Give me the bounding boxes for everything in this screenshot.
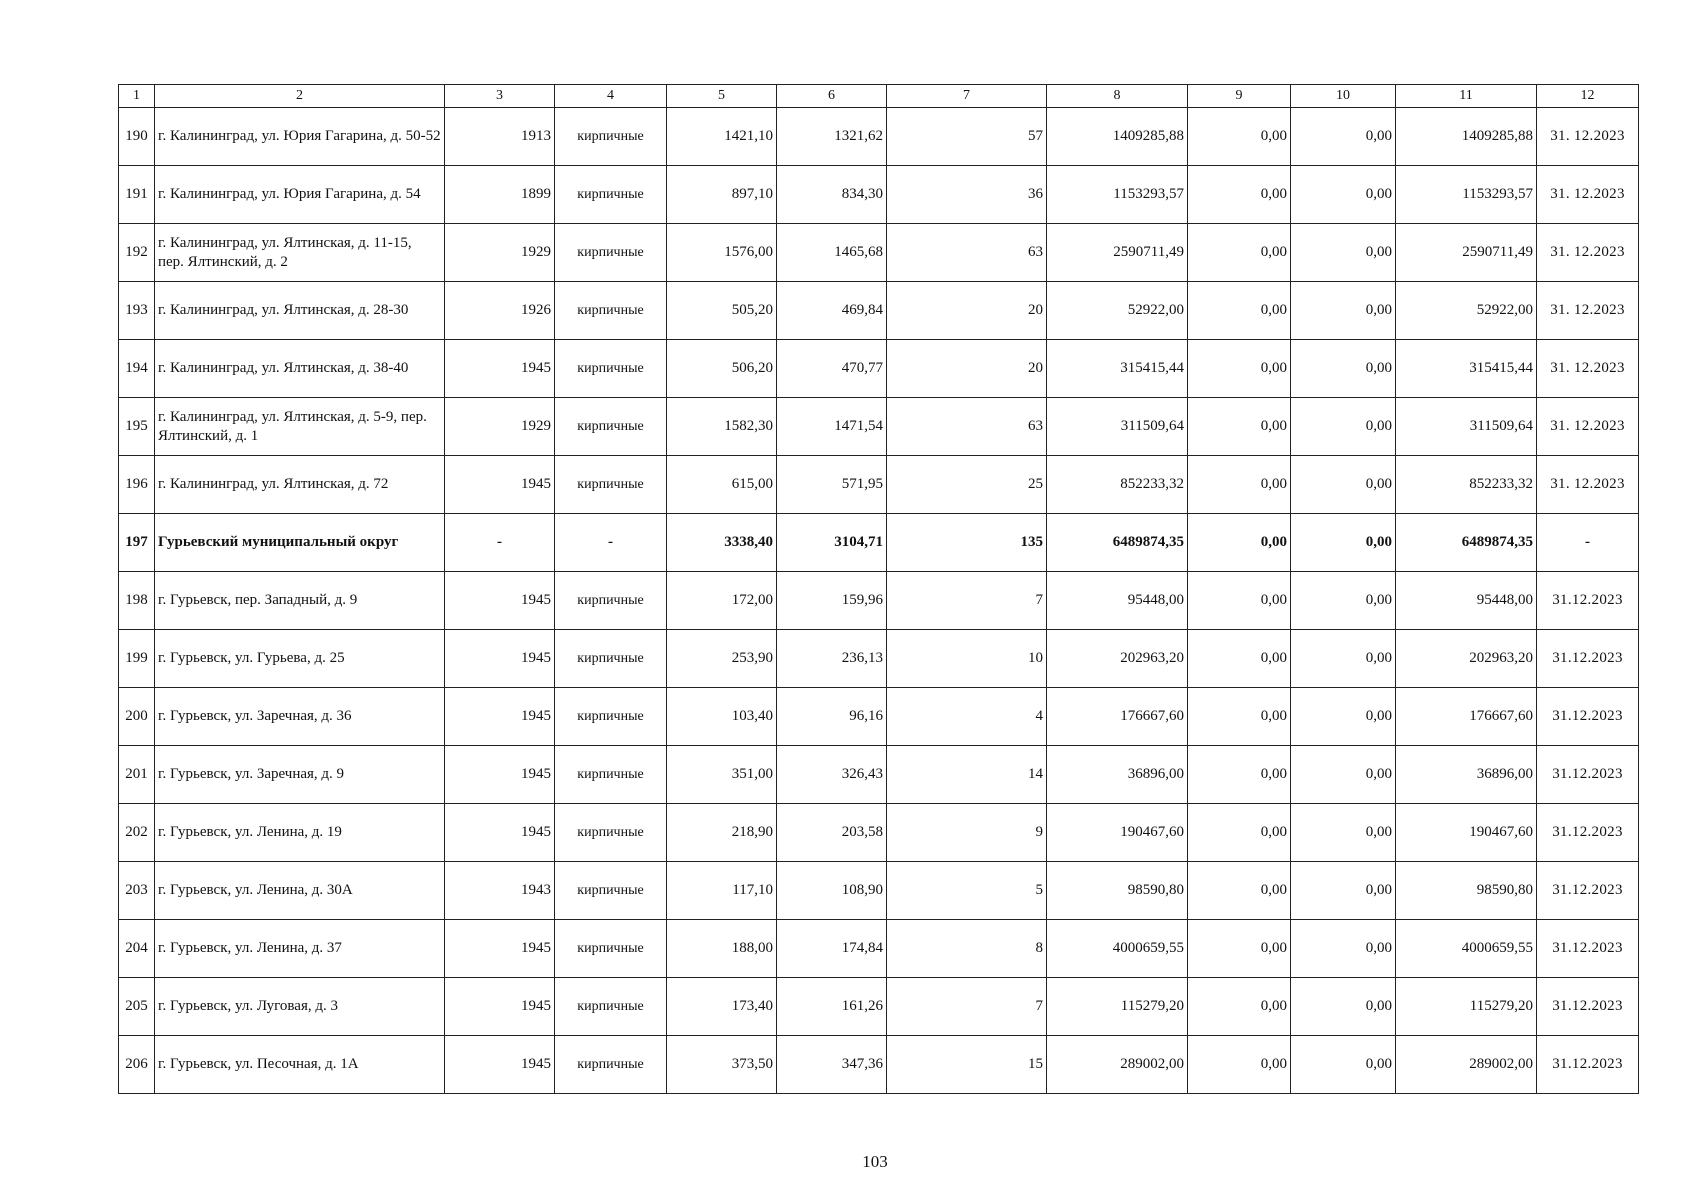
address-cell: г. Калининград, ул. Юрия Гагарина, д. 54 — [155, 166, 445, 224]
table-row — [119, 340, 1639, 398]
column-header: 2 — [155, 85, 445, 108]
table-row — [119, 514, 1639, 572]
deadline-cell: 31. 12.2023 — [1537, 398, 1639, 456]
residents-cell: 15 — [887, 1036, 1047, 1094]
year-cell: 1945 — [445, 1036, 555, 1094]
material-cell: кирпичные — [555, 978, 667, 1036]
fund-cell: 0,00 — [1188, 456, 1291, 514]
residents-cell: 7 — [887, 978, 1047, 1036]
fund-cell: 0,00 — [1188, 630, 1291, 688]
residents-cell: 9 — [887, 804, 1047, 862]
cost-total-cell: 36896,00 — [1047, 746, 1188, 804]
column-header: 7 — [887, 85, 1047, 108]
owners-funds-cell: 6489874,35 — [1396, 514, 1537, 572]
address-cell: г. Калининград, ул. Ялтинская, д. 38-40 — [155, 340, 445, 398]
fund-cell: 0,00 — [1188, 920, 1291, 978]
column-header: 5 — [667, 85, 777, 108]
table-row — [119, 224, 1639, 282]
row-number: 195 — [119, 398, 155, 456]
material-cell: кирпичные — [555, 456, 667, 514]
cost-total-cell: 176667,60 — [1047, 688, 1188, 746]
area-total-cell: 505,20 — [667, 282, 777, 340]
area-total-cell: 253,90 — [667, 630, 777, 688]
table-row — [119, 862, 1639, 920]
address-cell: г. Гурьевск, ул. Ленина, д. 19 — [155, 804, 445, 862]
area-total-cell: 351,00 — [667, 746, 777, 804]
fund-cell: 0,00 — [1188, 398, 1291, 456]
row-number: 192 — [119, 224, 155, 282]
year-cell: 1945 — [445, 746, 555, 804]
address-cell: Гурьевский муниципальный округ — [155, 514, 445, 572]
row-number: 194 — [119, 340, 155, 398]
deadline-cell: 31.12.2023 — [1537, 1036, 1639, 1094]
cost-total-cell: 202963,20 — [1047, 630, 1188, 688]
year-cell: - — [445, 514, 555, 572]
area-total-cell: 1582,30 — [667, 398, 777, 456]
header-row — [119, 85, 1639, 108]
material-cell: кирпичные — [555, 920, 667, 978]
deadline-cell: 31. 12.2023 — [1537, 166, 1639, 224]
address-cell: г. Гурьевск, ул. Ленина, д. 30А — [155, 862, 445, 920]
row-number: 190 — [119, 108, 155, 166]
table-row — [119, 804, 1639, 862]
area-total-cell: 188,00 — [667, 920, 777, 978]
row-number: 199 — [119, 630, 155, 688]
fund-cell: 0,00 — [1188, 514, 1291, 572]
table-row — [119, 166, 1639, 224]
owners-funds-cell: 115279,20 — [1396, 978, 1537, 1036]
fund-cell: 0,00 — [1188, 862, 1291, 920]
cost-total-cell: 1409285,88 — [1047, 108, 1188, 166]
budget-cell: 0,00 — [1291, 688, 1396, 746]
row-number: 196 — [119, 456, 155, 514]
row-number: 206 — [119, 1036, 155, 1094]
address-cell: г. Гурьевск, ул. Песочная, д. 1А — [155, 1036, 445, 1094]
year-cell: 1945 — [445, 804, 555, 862]
area-total-cell: 103,40 — [667, 688, 777, 746]
year-cell: 1926 — [445, 282, 555, 340]
row-number: 202 — [119, 804, 155, 862]
owners-funds-cell: 1153293,57 — [1396, 166, 1537, 224]
table-row — [119, 920, 1639, 978]
residents-cell: 20 — [887, 340, 1047, 398]
row-number: 193 — [119, 282, 155, 340]
material-cell: кирпичные — [555, 746, 667, 804]
page-number: 103 — [862, 1152, 888, 1171]
row-number: 203 — [119, 862, 155, 920]
owners-funds-cell: 190467,60 — [1396, 804, 1537, 862]
material-cell: кирпичные — [555, 862, 667, 920]
table-row — [119, 398, 1639, 456]
deadline-cell: 31. 12.2023 — [1537, 282, 1639, 340]
cost-total-cell: 6489874,35 — [1047, 514, 1188, 572]
table-row — [119, 746, 1639, 804]
residents-cell: 5 — [887, 862, 1047, 920]
owners-funds-cell: 2590711,49 — [1396, 224, 1537, 282]
column-header: 10 — [1291, 85, 1396, 108]
deadline-cell: 31. 12.2023 — [1537, 108, 1639, 166]
year-cell: 1945 — [445, 978, 555, 1036]
deadline-cell: 31.12.2023 — [1537, 688, 1639, 746]
area-total-cell: 373,50 — [667, 1036, 777, 1094]
material-cell: кирпичные — [555, 108, 667, 166]
area-living-cell: 96,16 — [777, 688, 887, 746]
year-cell: 1913 — [445, 108, 555, 166]
owners-funds-cell: 289002,00 — [1396, 1036, 1537, 1094]
material-cell: кирпичные — [555, 282, 667, 340]
row-number: 198 — [119, 572, 155, 630]
material-cell: кирпичные — [555, 572, 667, 630]
material-cell: кирпичные — [555, 166, 667, 224]
address-cell: г. Калининград, ул. Ялтинская, д. 5-9, пер. Ялтинский, д. 1 — [155, 398, 445, 456]
residents-cell: 63 — [887, 224, 1047, 282]
residents-cell: 4 — [887, 688, 1047, 746]
budget-cell: 0,00 — [1291, 920, 1396, 978]
material-cell: кирпичные — [555, 340, 667, 398]
cost-total-cell: 1153293,57 — [1047, 166, 1188, 224]
deadline-cell: 31.12.2023 — [1537, 920, 1639, 978]
column-header: 9 — [1188, 85, 1291, 108]
address-cell: г. Гурьевск, ул. Гурьева, д. 25 — [155, 630, 445, 688]
area-living-cell: 161,26 — [777, 978, 887, 1036]
budget-cell: 0,00 — [1291, 514, 1396, 572]
year-cell: 1945 — [445, 920, 555, 978]
residents-cell: 10 — [887, 630, 1047, 688]
area-living-cell: 203,58 — [777, 804, 887, 862]
address-cell: г. Гурьевск, ул. Заречная, д. 36 — [155, 688, 445, 746]
table-row — [119, 630, 1639, 688]
owners-funds-cell: 4000659,55 — [1396, 920, 1537, 978]
address-cell: г. Калининград, ул. Ялтинская, д. 28-30 — [155, 282, 445, 340]
year-cell: 1945 — [445, 456, 555, 514]
table-row — [119, 1036, 1639, 1094]
area-total-cell: 1576,00 — [667, 224, 777, 282]
area-living-cell: 326,43 — [777, 746, 887, 804]
deadline-cell: 31.12.2023 — [1537, 746, 1639, 804]
area-living-cell: 3104,71 — [777, 514, 887, 572]
area-living-cell: 470,77 — [777, 340, 887, 398]
material-cell: кирпичные — [555, 1036, 667, 1094]
residents-cell: 135 — [887, 514, 1047, 572]
address-cell: г. Гурьевск, ул. Луговая, д. 3 — [155, 978, 445, 1036]
budget-cell: 0,00 — [1291, 746, 1396, 804]
deadline-cell: 31.12.2023 — [1537, 862, 1639, 920]
residents-cell: 57 — [887, 108, 1047, 166]
table-row — [119, 108, 1639, 166]
residents-cell: 20 — [887, 282, 1047, 340]
area-total-cell: 506,20 — [667, 340, 777, 398]
fund-cell: 0,00 — [1188, 572, 1291, 630]
owners-funds-cell: 176667,60 — [1396, 688, 1537, 746]
area-total-cell: 3338,40 — [667, 514, 777, 572]
area-living-cell: 174,84 — [777, 920, 887, 978]
table-row — [119, 978, 1639, 1036]
deadline-cell: 31. 12.2023 — [1537, 224, 1639, 282]
residents-cell: 36 — [887, 166, 1047, 224]
address-cell: г. Калининград, ул. Ялтинская, д. 72 — [155, 456, 445, 514]
address-cell: г. Калининград, ул. Юрия Гагарина, д. 50-52 — [155, 108, 445, 166]
area-living-cell: 571,95 — [777, 456, 887, 514]
cost-total-cell: 311509,64 — [1047, 398, 1188, 456]
table-row — [119, 282, 1639, 340]
row-number: 197 — [119, 514, 155, 572]
material-cell: кирпичные — [555, 224, 667, 282]
deadline-cell: 31.12.2023 — [1537, 978, 1639, 1036]
area-living-cell: 108,90 — [777, 862, 887, 920]
deadline-cell: 31.12.2023 — [1537, 572, 1639, 630]
budget-cell: 0,00 — [1291, 340, 1396, 398]
cost-total-cell: 2590711,49 — [1047, 224, 1188, 282]
fund-cell: 0,00 — [1188, 688, 1291, 746]
fund-cell: 0,00 — [1188, 282, 1291, 340]
column-header: 6 — [777, 85, 887, 108]
area-total-cell: 897,10 — [667, 166, 777, 224]
budget-cell: 0,00 — [1291, 166, 1396, 224]
address-cell: г. Гурьевск, ул. Заречная, д. 9 — [155, 746, 445, 804]
table-body — [119, 108, 1639, 1094]
cost-total-cell: 115279,20 — [1047, 978, 1188, 1036]
fund-cell: 0,00 — [1188, 1036, 1291, 1094]
material-cell: кирпичные — [555, 630, 667, 688]
cost-total-cell: 289002,00 — [1047, 1036, 1188, 1094]
area-total-cell: 172,00 — [667, 572, 777, 630]
budget-cell: 0,00 — [1291, 456, 1396, 514]
residents-cell: 14 — [887, 746, 1047, 804]
area-living-cell: 1471,54 — [777, 398, 887, 456]
owners-funds-cell: 1409285,88 — [1396, 108, 1537, 166]
budget-cell: 0,00 — [1291, 282, 1396, 340]
budget-cell: 0,00 — [1291, 862, 1396, 920]
owners-funds-cell: 202963,20 — [1396, 630, 1537, 688]
column-header: 12 — [1537, 85, 1639, 108]
fund-cell: 0,00 — [1188, 224, 1291, 282]
fund-cell: 0,00 — [1188, 978, 1291, 1036]
owners-funds-cell: 98590,80 — [1396, 862, 1537, 920]
residents-cell: 63 — [887, 398, 1047, 456]
area-total-cell: 615,00 — [667, 456, 777, 514]
column-header: 8 — [1047, 85, 1188, 108]
material-cell: кирпичные — [555, 688, 667, 746]
material-cell: кирпичные — [555, 804, 667, 862]
fund-cell: 0,00 — [1188, 166, 1291, 224]
deadline-cell: 31. 12.2023 — [1537, 340, 1639, 398]
residents-cell: 8 — [887, 920, 1047, 978]
area-living-cell: 159,96 — [777, 572, 887, 630]
residents-cell: 7 — [887, 572, 1047, 630]
material-cell: кирпичные — [555, 398, 667, 456]
area-living-cell: 347,36 — [777, 1036, 887, 1094]
row-number: 200 — [119, 688, 155, 746]
deadline-cell: 31.12.2023 — [1537, 804, 1639, 862]
deadline-cell: - — [1537, 514, 1639, 572]
owners-funds-cell: 852233,32 — [1396, 456, 1537, 514]
year-cell: 1929 — [445, 398, 555, 456]
material-cell: - — [555, 514, 667, 572]
budget-cell: 0,00 — [1291, 108, 1396, 166]
owners-funds-cell: 95448,00 — [1396, 572, 1537, 630]
year-cell: 1945 — [445, 340, 555, 398]
budget-cell: 0,00 — [1291, 978, 1396, 1036]
address-cell: г. Гурьевск, пер. Западный, д. 9 — [155, 572, 445, 630]
area-total-cell: 117,10 — [667, 862, 777, 920]
cost-total-cell: 98590,80 — [1047, 862, 1188, 920]
cost-total-cell: 4000659,55 — [1047, 920, 1188, 978]
row-number: 201 — [119, 746, 155, 804]
residents-cell: 25 — [887, 456, 1047, 514]
address-cell: г. Гурьевск, ул. Ленина, д. 37 — [155, 920, 445, 978]
budget-cell: 0,00 — [1291, 572, 1396, 630]
table-row — [119, 572, 1639, 630]
column-header: 4 — [555, 85, 667, 108]
table-row — [119, 688, 1639, 746]
area-living-cell: 1321,62 — [777, 108, 887, 166]
deadline-cell: 31. 12.2023 — [1537, 456, 1639, 514]
table-row — [119, 456, 1639, 514]
area-living-cell: 469,84 — [777, 282, 887, 340]
cost-total-cell: 190467,60 — [1047, 804, 1188, 862]
area-total-cell: 1421,10 — [667, 108, 777, 166]
row-number: 205 — [119, 978, 155, 1036]
year-cell: 1899 — [445, 166, 555, 224]
column-header: 3 — [445, 85, 555, 108]
area-total-cell: 218,90 — [667, 804, 777, 862]
row-number: 204 — [119, 920, 155, 978]
fund-cell: 0,00 — [1188, 340, 1291, 398]
year-cell: 1945 — [445, 572, 555, 630]
owners-funds-cell: 311509,64 — [1396, 398, 1537, 456]
data-table — [118, 84, 1639, 1094]
row-number: 191 — [119, 166, 155, 224]
column-header: 1 — [119, 85, 155, 108]
fund-cell: 0,00 — [1188, 746, 1291, 804]
area-living-cell: 1465,68 — [777, 224, 887, 282]
deadline-cell: 31.12.2023 — [1537, 630, 1639, 688]
owners-funds-cell: 36896,00 — [1396, 746, 1537, 804]
owners-funds-cell: 52922,00 — [1396, 282, 1537, 340]
area-living-cell: 834,30 — [777, 166, 887, 224]
cost-total-cell: 52922,00 — [1047, 282, 1188, 340]
year-cell: 1945 — [445, 630, 555, 688]
owners-funds-cell: 315415,44 — [1396, 340, 1537, 398]
column-header: 11 — [1396, 85, 1537, 108]
year-cell: 1929 — [445, 224, 555, 282]
budget-cell: 0,00 — [1291, 224, 1396, 282]
fund-cell: 0,00 — [1188, 804, 1291, 862]
budget-cell: 0,00 — [1291, 398, 1396, 456]
budget-cell: 0,00 — [1291, 804, 1396, 862]
address-cell: г. Калининград, ул. Ялтинская, д. 11-15, пер. Ялтинский, д. 2 — [155, 224, 445, 282]
budget-cell: 0,00 — [1291, 630, 1396, 688]
year-cell: 1945 — [445, 688, 555, 746]
cost-total-cell: 315415,44 — [1047, 340, 1188, 398]
fund-cell: 0,00 — [1188, 108, 1291, 166]
budget-cell: 0,00 — [1291, 1036, 1396, 1094]
cost-total-cell: 852233,32 — [1047, 456, 1188, 514]
year-cell: 1943 — [445, 862, 555, 920]
cost-total-cell: 95448,00 — [1047, 572, 1188, 630]
area-total-cell: 173,40 — [667, 978, 777, 1036]
area-living-cell: 236,13 — [777, 630, 887, 688]
